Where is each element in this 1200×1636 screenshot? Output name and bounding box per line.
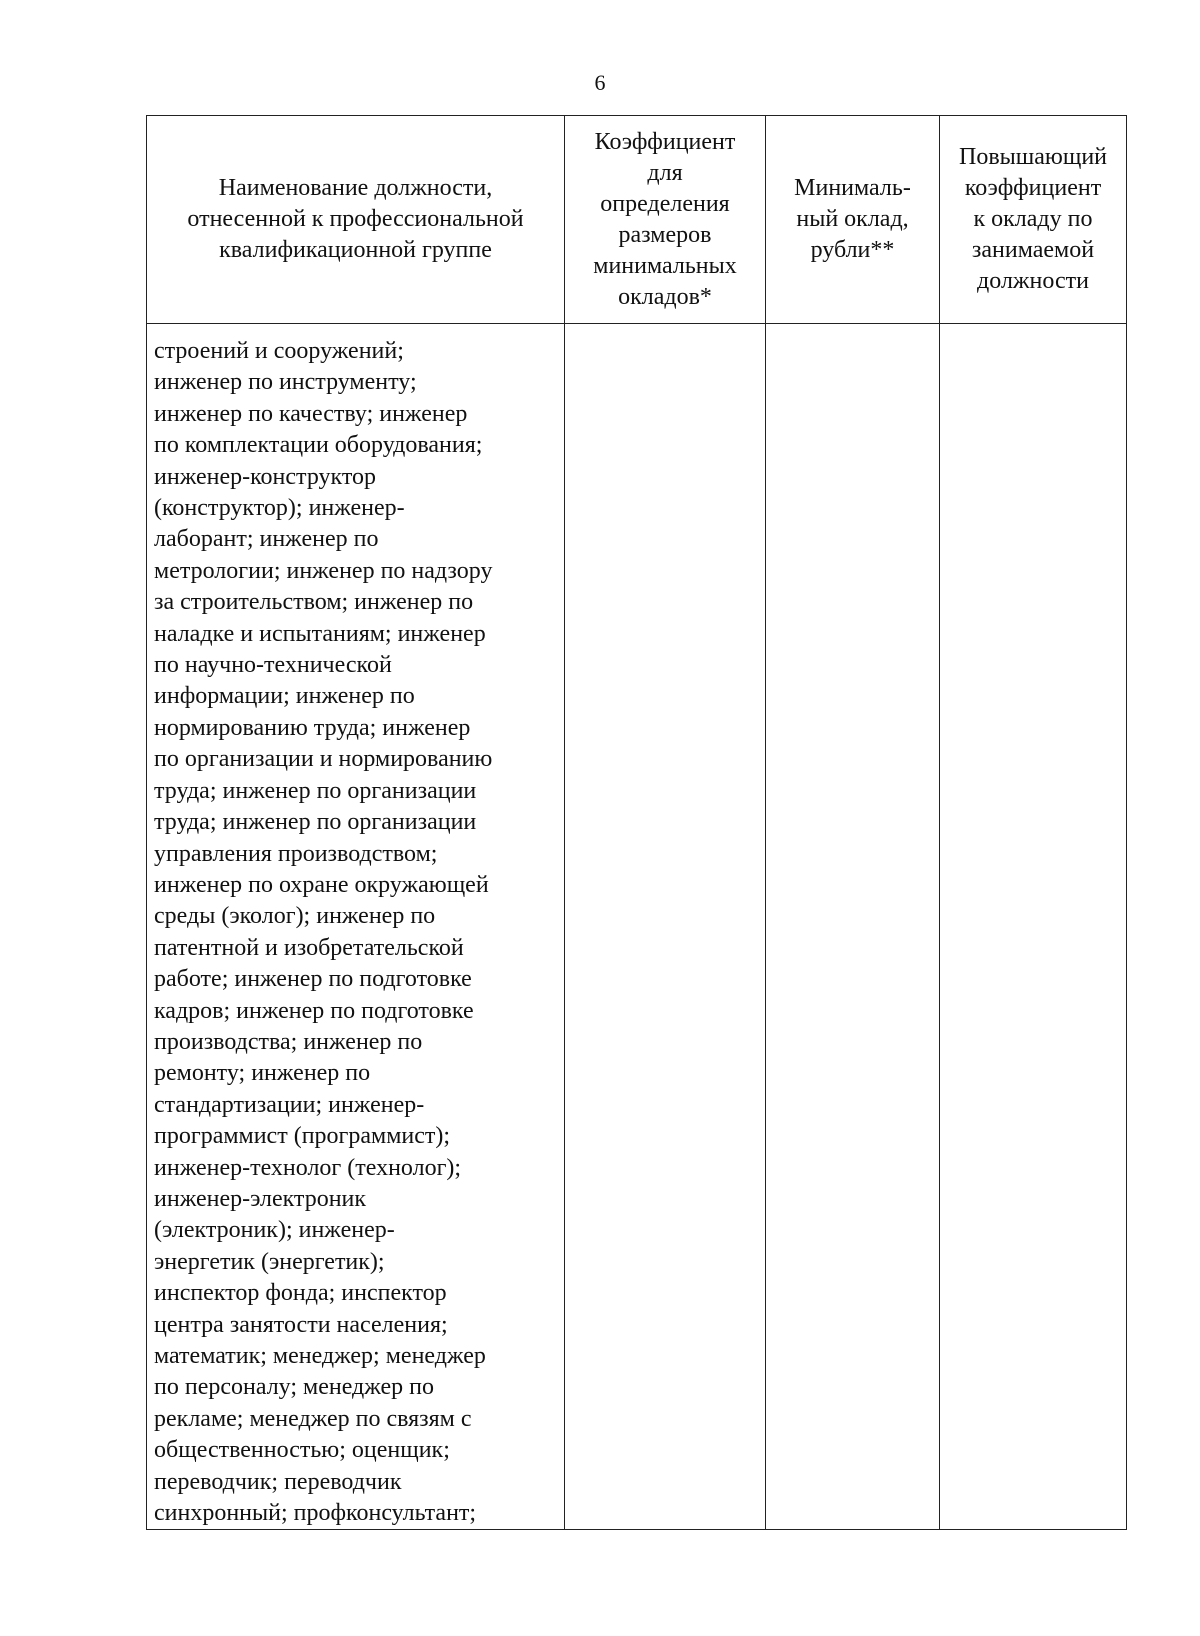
header-minimum-salary — [766, 116, 940, 324]
header-raising-coefficient-text: Повышающий коэффициент к окладу по занимаемой должности — [958, 144, 1108, 294]
table-header — [147, 116, 1127, 324]
position-qualification-table — [146, 115, 1127, 1530]
cell-coefficient — [565, 324, 766, 1530]
page-number: 6 — [594, 70, 606, 95]
table-header-row — [147, 116, 1127, 324]
positions-list-text: строений и сооружений; инженер по инструменту; инженер по качеству; инженер по комплектации оборудования; инженер-конструктор (конструктор); инженер- лаборант; инженер по метрологии; инженер по надзору за строительством; инженер по наладке и испытаниям; инженер по научно-технической информации; инженер по нормированию труда; инженер по организации и нормированию труда; инженер по организации труда; инженер по организации управления производством; инженер по охране окружающей среды (эколог); инженер по патентной и изобретательской работе; инженер по подготовке кадров; инженер по подготовке производства; инженер по ремонту; инженер по стандартизации; инженер- программист (программист); инженер-технолог (технолог); инженер-электроник (электроник); инженер- энергетик (энергетик); инспектор фонда; инспектор центра занятости населения; математик; менеджер; менеджер по персоналу; менеджер по рекламе; менеджер по связям с общественностью; оценщик; переводчик; переводчик синхронный; профконсультант; — [154, 338, 493, 1527]
header-minimum-salary-text: Минималь- ный оклад, рубли** — [794, 175, 911, 263]
cell-raising-coefficient — [940, 324, 1127, 1530]
cell-minimum-salary — [766, 324, 940, 1530]
header-position-name — [147, 116, 565, 324]
cell-positions — [147, 324, 565, 1530]
header-minimum-salary-coefficient — [565, 116, 766, 324]
header-position-name-text: Наименование должности, отнесенной к профессиональной квалификационной группе — [187, 175, 524, 263]
header-minimum-salary-coefficient-text: Коэффициент для определения размеров минимальных окладов* — [593, 128, 737, 310]
header-raising-coefficient — [940, 116, 1127, 324]
table-row — [147, 324, 1127, 1530]
